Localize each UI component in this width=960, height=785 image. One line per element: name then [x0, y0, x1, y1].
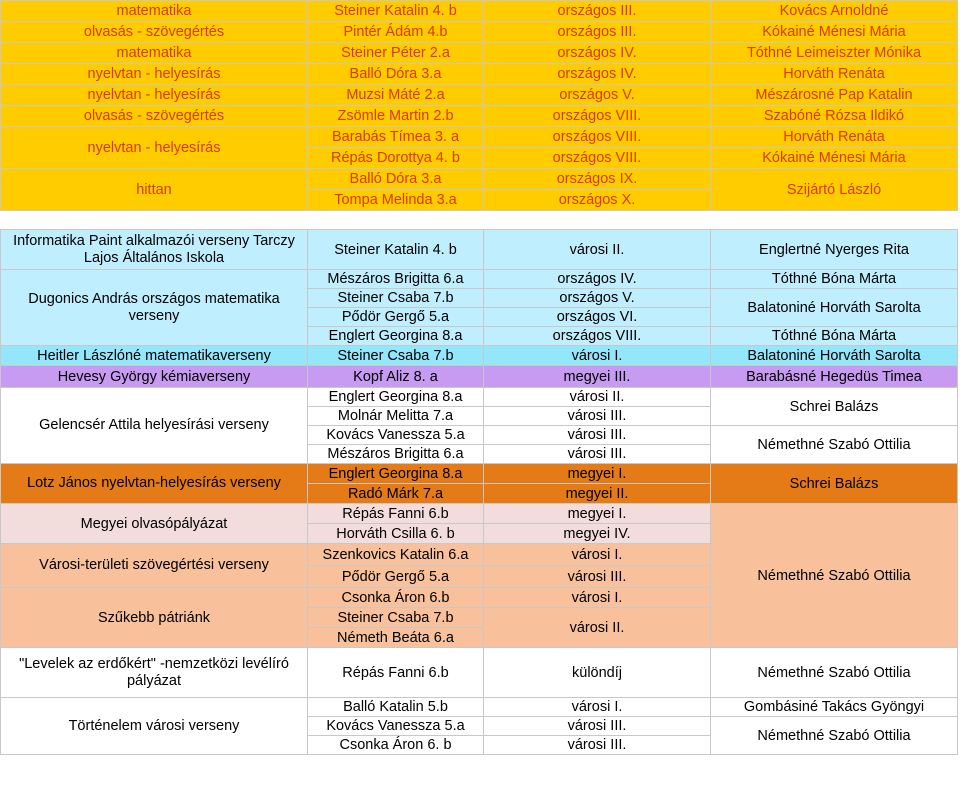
level-cell: országos IX.	[484, 169, 711, 190]
level-cell: megyei I.	[484, 504, 711, 524]
level-cell: országos IV.	[484, 64, 711, 85]
student-cell: Steiner Katalin 4. b	[308, 230, 484, 270]
student-cell: Mészáros Brigitta 6.a	[308, 270, 484, 289]
student-cell: Pintér Ádám 4.b	[308, 22, 484, 43]
teacher-cell: Mészárosné Pap Katalin	[711, 85, 958, 106]
level-cell: városi II.	[484, 230, 711, 270]
competition-cell: Megyei olvasópályázat	[1, 504, 308, 544]
level-cell: országos III.	[484, 22, 711, 43]
level-cell: országos V.	[484, 289, 711, 308]
student-cell: Englert Georgina 8.a	[308, 464, 484, 484]
teacher-cell: Englertné Nyerges Rita	[711, 230, 958, 270]
level-cell: országos VI.	[484, 308, 711, 327]
level-cell: városi I.	[484, 698, 711, 717]
table-row	[1, 270, 958, 289]
student-cell: Muzsi Máté 2.a	[308, 85, 484, 106]
level-cell: országos VIII.	[484, 127, 711, 148]
table-row	[1, 64, 958, 85]
student-cell: Zsömle Martin 2.b	[308, 106, 484, 127]
level-cell: városi III.	[484, 407, 711, 426]
subject-cell: nyelvtan - helyesírás	[1, 127, 308, 169]
table-row	[1, 230, 958, 270]
student-cell: Steiner Katalin 4. b	[308, 1, 484, 22]
table-row	[1, 169, 958, 190]
student-cell: Mészáros Brigitta 6.a	[308, 445, 484, 464]
teacher-cell: Balatoniné Horváth Sarolta	[711, 346, 958, 366]
student-cell: Radó Márk 7.a	[308, 484, 484, 504]
level-cell: országos VIII.	[484, 327, 711, 346]
teacher-cell: Némethné Szabó Ottilia	[711, 648, 958, 698]
subject-cell: nyelvtan - helyesírás	[1, 64, 308, 85]
competition-cell: Gelencsér Attila helyesírási verseny	[1, 388, 308, 464]
student-cell: Balló Katalin 5.b	[308, 698, 484, 717]
teacher-cell: Tóthné Leimeiszter Mónika	[711, 43, 958, 64]
level-cell: megyei IV.	[484, 524, 711, 544]
teacher-cell: Némethné Szabó Ottilia	[711, 504, 958, 648]
table-row	[1, 346, 958, 366]
student-cell: Pődör Gergő 5.a	[308, 308, 484, 327]
teacher-cell: Schrei Balázs	[711, 388, 958, 426]
level-cell: városi I.	[484, 346, 711, 366]
subject-cell: matematika	[1, 1, 308, 22]
table-row	[1, 106, 958, 127]
level-cell: megyei III.	[484, 366, 711, 388]
competition-cell: Informatika Paint alkalmazói verseny Tarczy Lajos Általános Iskola	[1, 230, 308, 270]
level-cell: városi I.	[484, 588, 711, 608]
level-cell: megyei I.	[484, 464, 711, 484]
subject-cell: olvasás - szövegértés	[1, 106, 308, 127]
teacher-cell: Kovács Arnoldné	[711, 1, 958, 22]
level-cell: országos III.	[484, 1, 711, 22]
student-cell: Balló Dóra 3.a	[308, 169, 484, 190]
teacher-cell: Szabóné Rózsa Ildikó	[711, 106, 958, 127]
level-cell: országos VIII.	[484, 106, 711, 127]
teacher-cell: Horváth Renáta	[711, 127, 958, 148]
student-cell: Kopf Aliz 8. a	[308, 366, 484, 388]
table-row	[1, 85, 958, 106]
student-cell: Barabás Tímea 3. a	[308, 127, 484, 148]
level-cell: városi III.	[484, 426, 711, 445]
level-cell: városi III.	[484, 736, 711, 755]
teacher-cell: Szijártó László	[711, 169, 958, 211]
student-cell: Tompa Melinda 3.a	[308, 190, 484, 211]
level-cell: városi III.	[484, 445, 711, 464]
student-cell: Englert Georgina 8.a	[308, 327, 484, 346]
student-cell: Pődör Gergő 5.a	[308, 566, 484, 588]
level-cell: városi II.	[484, 608, 711, 648]
subject-cell: nyelvtan - helyesírás	[1, 85, 308, 106]
level-cell: városi II.	[484, 388, 711, 407]
table-row	[1, 43, 958, 64]
teacher-cell: Horváth Renáta	[711, 64, 958, 85]
teacher-cell: Kókainé Ménesi Mária	[711, 148, 958, 169]
student-cell: Kovács Vanessza 5.a	[308, 426, 484, 445]
level-cell: országos X.	[484, 190, 711, 211]
student-cell: Steiner Csaba 7.b	[308, 346, 484, 366]
subject-cell: hittan	[1, 169, 308, 211]
competition-cell: "Levelek az erdőkért" -nemzetközi levélíró pályázat	[1, 648, 308, 698]
student-cell: Csonka Áron 6.b	[308, 588, 484, 608]
student-cell: Répás Fanni 6.b	[308, 648, 484, 698]
level-cell: országos V.	[484, 85, 711, 106]
table-row	[1, 464, 958, 484]
level-cell: városi III.	[484, 717, 711, 736]
teacher-cell: Tóthné Bóna Márta	[711, 327, 958, 346]
level-cell: országos IV.	[484, 43, 711, 64]
student-cell: Steiner Péter 2.a	[308, 43, 484, 64]
level-cell: városi III.	[484, 566, 711, 588]
student-cell: Kovács Vanessza 5.a	[308, 717, 484, 736]
competition-cell: Heitler Lászlóné matematikaverseny	[1, 346, 308, 366]
student-cell: Németh Beáta 6.a	[308, 628, 484, 648]
level-cell: országos VIII.	[484, 148, 711, 169]
student-cell: Horváth Csilla 6. b	[308, 524, 484, 544]
level-cell: különdíj	[484, 648, 711, 698]
table-row	[1, 388, 958, 407]
student-cell: Molnár Melitta 7.a	[308, 407, 484, 426]
student-cell: Répás Fanni 6.b	[308, 504, 484, 524]
teacher-cell: Némethné Szabó Ottilia	[711, 717, 958, 755]
student-cell: Steiner Csaba 7.b	[308, 608, 484, 628]
table-row	[1, 504, 958, 524]
table-row	[1, 22, 958, 43]
bottom-results-table	[0, 229, 958, 755]
student-cell: Szenkovics Katalin 6.a	[308, 544, 484, 566]
subject-cell: matematika	[1, 43, 308, 64]
student-cell: Csonka Áron 6. b	[308, 736, 484, 755]
teacher-cell: Balatoniné Horváth Sarolta	[711, 289, 958, 327]
teacher-cell: Kókainé Ménesi Mária	[711, 22, 958, 43]
teacher-cell: Gombásiné Takács Gyöngyi	[711, 698, 958, 717]
teacher-cell: Némethné Szabó Ottilia	[711, 426, 958, 464]
level-cell: megyei II.	[484, 484, 711, 504]
competition-cell: Városi-területi szövegértési verseny	[1, 544, 308, 588]
table-row	[1, 648, 958, 698]
level-cell: országos IV.	[484, 270, 711, 289]
student-cell: Steiner Csaba 7.b	[308, 289, 484, 308]
teacher-cell: Barabásné Hegedüs Timea	[711, 366, 958, 388]
competition-cell: Szűkebb pátriánk	[1, 588, 308, 648]
top-results-table	[0, 0, 958, 211]
table-row	[1, 366, 958, 388]
level-cell: városi I.	[484, 544, 711, 566]
competition-cell: Hevesy György kémiaverseny	[1, 366, 308, 388]
table-row	[1, 698, 958, 717]
student-cell: Balló Dóra 3.a	[308, 64, 484, 85]
table-row	[1, 127, 958, 148]
competition-cell: Történelem városi verseny	[1, 698, 308, 755]
table-row	[1, 1, 958, 22]
competition-cell: Lotz János nyelvtan-helyesírás verseny	[1, 464, 308, 504]
teacher-cell: Schrei Balázs	[711, 464, 958, 504]
subject-cell: olvasás - szövegértés	[1, 22, 308, 43]
teacher-cell: Tóthné Bóna Márta	[711, 270, 958, 289]
competition-cell: Dugonics András országos matematika verseny	[1, 270, 308, 346]
student-cell: Répás Dorottya 4. b	[308, 148, 484, 169]
student-cell: Englert Georgina 8.a	[308, 388, 484, 407]
